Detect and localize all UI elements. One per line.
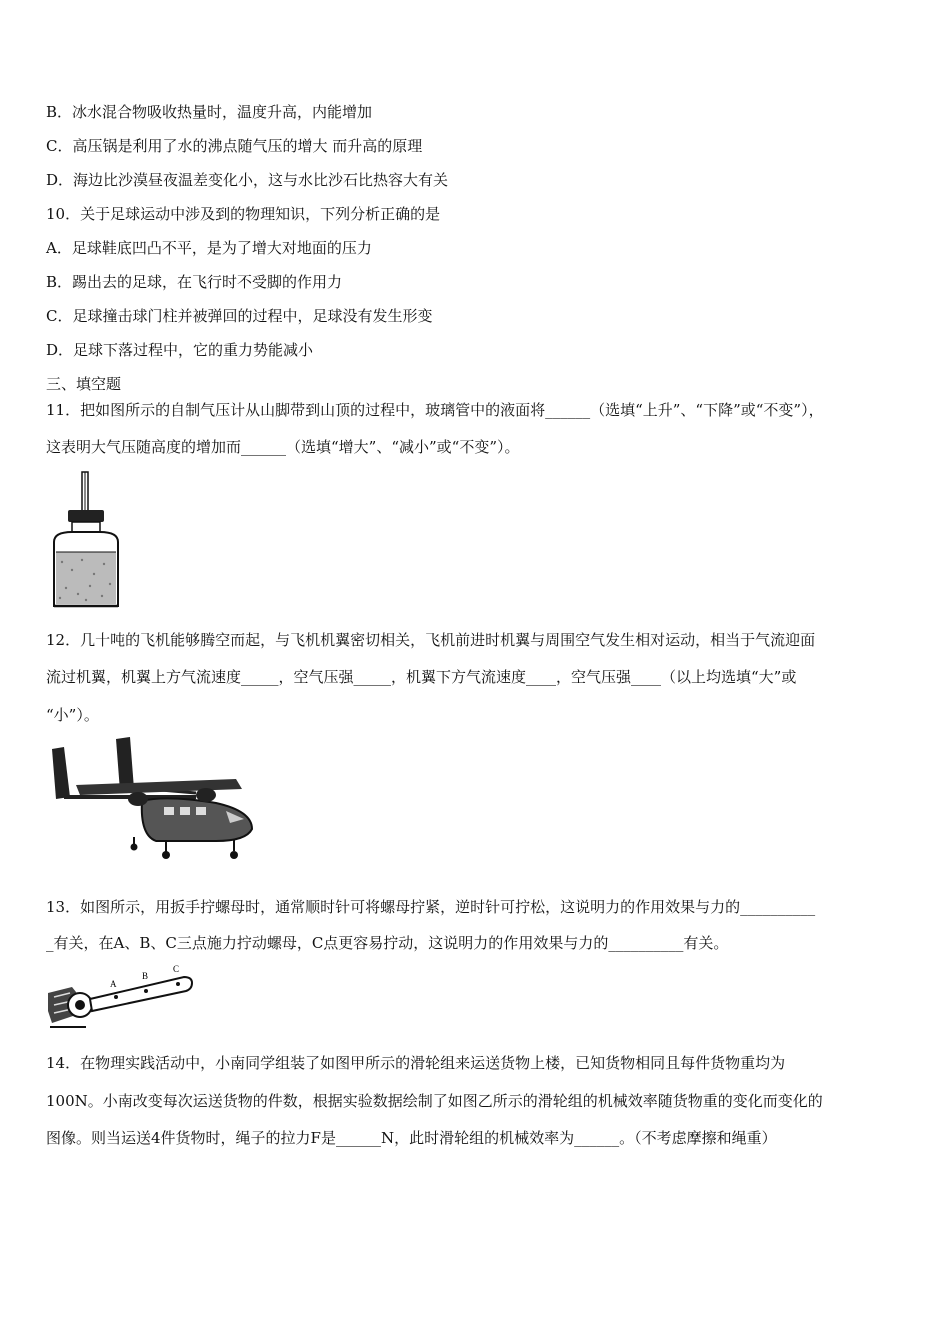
wrench-label-c: C <box>173 964 180 974</box>
airplane-figure <box>46 737 258 865</box>
q13-line-2: _有关，在A、B、C三点施力拧动螺母，C点更容易拧动，这说明力的作用效果与力的__________有关。 <box>46 934 729 952</box>
q9-option-d: D．海边比沙漠昼夜温差变化小，这与水比沙石比热容大有关 <box>46 171 449 189</box>
q10-option-c: C．足球撞击球门柱并被弹回的过程中，足球没有发生形变 <box>46 307 433 325</box>
wrench-label-b: B <box>142 971 149 981</box>
q14-line-1: 14．在物理实践活动中，小南同学组装了如图甲所示的滑轮组来运送货物上楼，已知货物相同且每件货物重均为 <box>46 1054 786 1072</box>
q9-option-b: B．冰水混合物吸收热量时，温度升高，内能增加 <box>46 103 373 121</box>
q10-option-b: B．踢出去的足球，在飞行时不受脚的作用力 <box>46 273 343 291</box>
q14-line-3: 图像。则当运送4件货物时，绳子的拉力F是______N，此时滑轮组的机械效率为______。（不考虑摩擦和绳重） <box>46 1129 777 1147</box>
q10-option-a: A．足球鞋底凹凸不平，是为了增大对地面的压力 <box>46 239 372 257</box>
q9-option-c: C．高压锅是利用了水的沸点随气压的增大 而升高的原理 <box>46 137 423 155</box>
q11-line-2: 这表明大气压随高度的增加而______（选填“增大”、“减小”或“不变”）。 <box>46 438 520 456</box>
q11-line-1: 11．把如图所示的自制气压计从山脚带到山顶的过程中，玻璃管中的液面将______（选填“上升”、“下降”或“不变”）， <box>46 401 824 419</box>
section-title-fill-in: 三、填空题 <box>46 375 122 393</box>
q10-stem: 10．关于足球运动中涉及到的物理知识，下列分析正确的是 <box>46 205 441 223</box>
q12-line-1: 12．几十吨的飞机能够腾空而起，与飞机机翼密切相关，飞机前进时机翼与周围空气发生相对运动，相当于气流迎面 <box>46 631 816 649</box>
wrench-figure <box>46 963 194 1033</box>
q12-line-3: “小”）。 <box>46 706 99 724</box>
q13-line-1: 13．如图所示，用扳手拧螺母时，通常顺时针可将螺母拧紧，逆时针可拧松，这说明力的作用效果与力的__________ <box>46 898 816 916</box>
barometer-figure <box>46 470 126 610</box>
q10-option-d: D．足球下落过程中，它的重力势能减小 <box>46 341 314 359</box>
wrench-label-a: A <box>110 979 117 989</box>
q14-line-2: 100N。小南改变每次运送货物的件数，根据实验数据绘制了如图乙所示的滑轮组的机械效率随货物重的变化而变化的 <box>46 1092 823 1110</box>
q12-line-2: 流过机翼，机翼上方气流速度_____，空气压强_____，机翼下方气流速度____，空气压强____（以上均选填“大”或 <box>46 668 797 686</box>
